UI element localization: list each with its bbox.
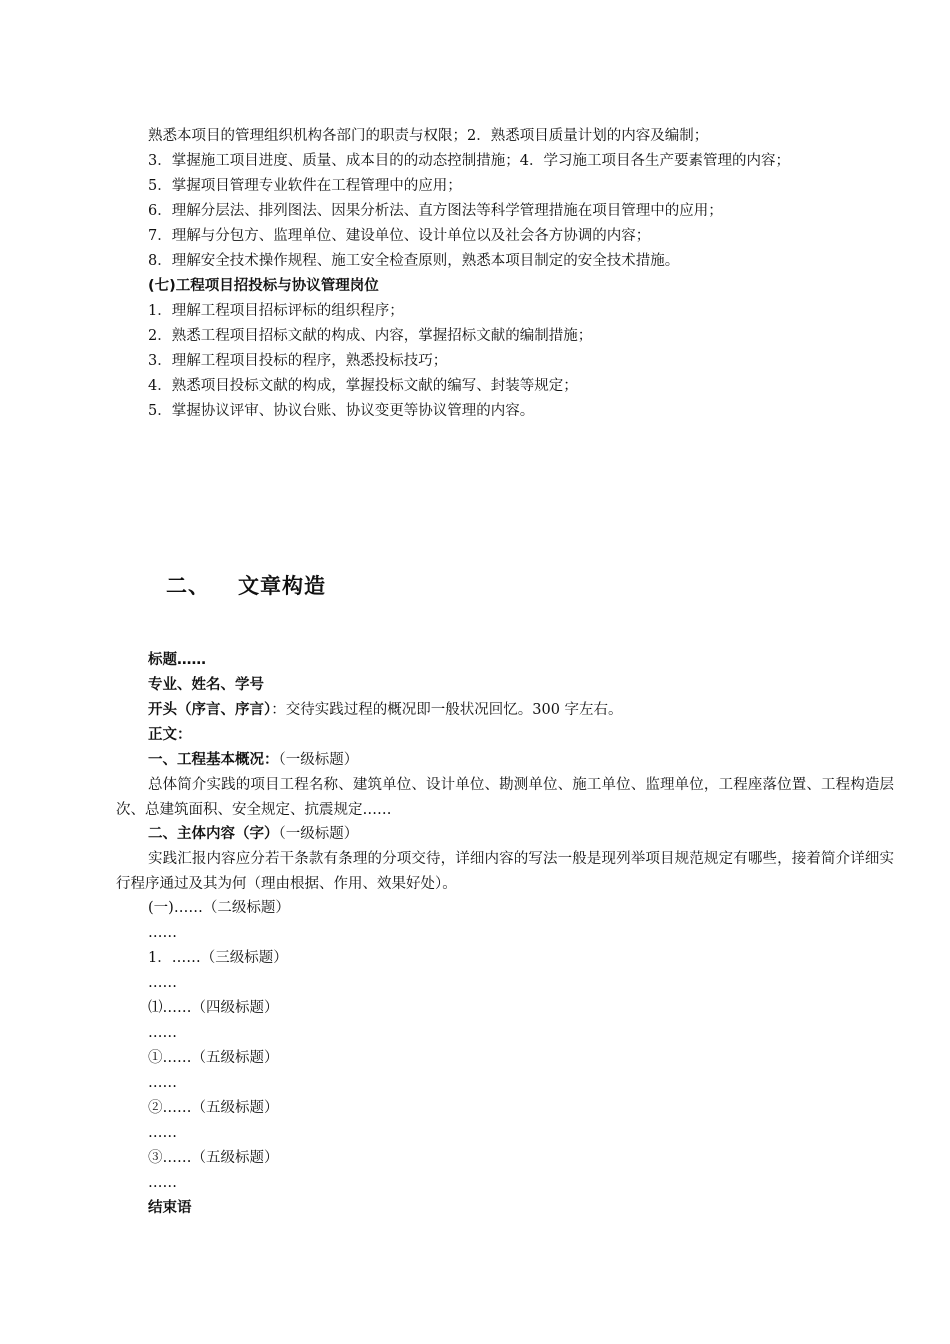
level1-note: （一级标题） xyxy=(278,826,359,842)
level5-label: ①…… xyxy=(148,1050,192,1066)
level3-label: 1．…… xyxy=(148,950,201,966)
opening-text: ：交待实践过程的概况即一般状况回忆。300 字左右。 xyxy=(271,702,623,718)
paragraph: 实践汇报内容应分若干条款有条理的分项交待，详细内容的写法一般是现列举项目规范规定有哪些，接着简介详细实行程序通过及其为何（理由根据、作用、效果好处）。 xyxy=(116,851,894,892)
level4-note: （四级标题） xyxy=(191,1000,279,1016)
text-line: 6．理解分层法、排列图法、因果分析法、直方图法等科学管理措施在项目管理中的应用； xyxy=(148,203,723,219)
level1-label: 一、工程基本概况： xyxy=(148,752,279,768)
level5-heading xyxy=(148,1096,279,1121)
text-line: 熟悉本项目的管理组织机构各部门的职责与权限；2．熟悉项目质量计划的内容及编制； xyxy=(148,128,709,144)
text-line: 5．掌握项目管理专业软件在工程管理中的应用； xyxy=(148,178,462,194)
ellipsis-line: …… xyxy=(148,925,177,941)
text-line: 3．掌握施工项目进度、质量、成本目的的动态控制措施；4．学习施工项目各生产要素管理的内容； xyxy=(148,153,790,169)
level1-note: （一级标题） xyxy=(278,752,359,768)
level3-heading xyxy=(148,946,288,971)
opening-line xyxy=(148,698,623,723)
level2-label: (一)…… xyxy=(148,900,203,916)
level3-note: （三级标题） xyxy=(200,950,288,966)
level2-note: （二级标题） xyxy=(202,900,290,916)
chapter-title: 文章构造 xyxy=(238,574,326,598)
ellipsis-line: …… xyxy=(148,1025,177,1041)
level2-heading xyxy=(148,896,290,921)
level1-heading xyxy=(148,748,358,773)
level5-label: ③…… xyxy=(148,1150,192,1166)
text-line: 7．理解与分包方、监理单位、建设单位、设计单位以及社会各方协调的内容； xyxy=(148,228,651,244)
level5-heading xyxy=(148,1146,279,1171)
list-item: 4．熟悉项目投标文献的构成，掌握投标文献的编写、封装等规定； xyxy=(148,378,578,394)
author-line: 专业、姓名、学号 xyxy=(148,677,264,693)
list-item: 2．熟悉工程项目招标文献的构成、内容，掌握招标文献的编制措施； xyxy=(148,328,593,344)
level5-heading xyxy=(148,1046,279,1071)
list-item: 1．理解工程项目招标评标的组织程序； xyxy=(148,303,404,319)
list-item: 5．掌握协议评审、协议台账、协议变更等协议管理的内容。 xyxy=(148,403,535,419)
level5-label: ②…… xyxy=(148,1100,192,1116)
level4-heading xyxy=(148,996,279,1021)
chapter-heading xyxy=(166,570,326,600)
text-line: 8．理解安全技术操作规程、施工安全检查原则，熟悉本项目制定的安全技术措施。 xyxy=(148,253,680,269)
paragraph: 总体简介实践的项目工程名称、建筑单位、设计单位、勘测单位、施工单位、监理单位，工程座落位置、工程构造层次、总建筑面积、安全规定、抗震规定…… xyxy=(116,777,894,818)
chapter-number: 二、 xyxy=(166,574,210,598)
level1-label: 二、主体内容（字） xyxy=(148,826,279,842)
level5-note: （五级标题） xyxy=(191,1100,279,1116)
ellipsis-line: …… xyxy=(148,1125,177,1141)
list-item: 3．理解工程项目投标的程序，熟悉投标技巧； xyxy=(148,353,448,369)
opening-label: 开头（序言、序言） xyxy=(148,702,272,718)
ellipsis-line: …… xyxy=(148,1175,177,1191)
ellipsis-line: …… xyxy=(148,1075,177,1091)
title-line: 标题…… xyxy=(148,652,206,668)
level4-label: ⑴…… xyxy=(148,1000,192,1016)
body-label: 正文： xyxy=(148,727,192,743)
section-heading: (七)工程项目招投标与协议管理岗位 xyxy=(148,278,379,294)
level5-note: （五级标题） xyxy=(191,1150,279,1166)
ellipsis-line: …… xyxy=(148,975,177,991)
closing-line: 结束语 xyxy=(148,1200,192,1216)
level5-note: （五级标题） xyxy=(191,1050,279,1066)
level1-heading xyxy=(148,822,358,847)
